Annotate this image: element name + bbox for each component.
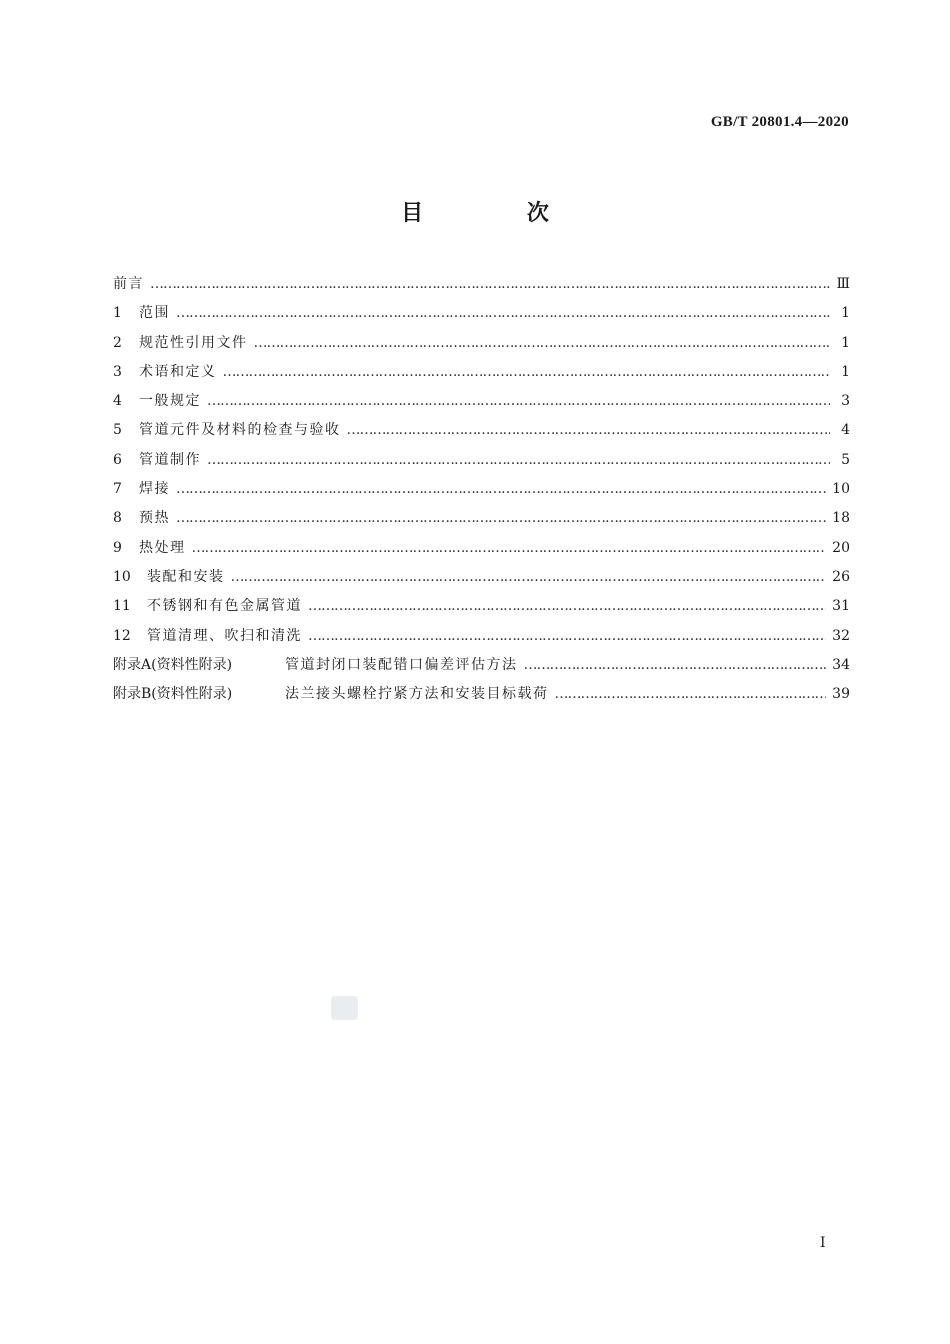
toc-entry-number: 附录B(资料性附录): [113, 686, 233, 703]
toc-entry-page: 39: [832, 686, 850, 703]
toc-entry-page: Ⅲ: [836, 276, 850, 292]
toc-leader-dots: [254, 329, 831, 358]
toc-entry-number: 10: [113, 568, 131, 585]
toc-entry-label: 规范性引用文件: [139, 334, 248, 351]
toc-entry-6[interactable]: [113, 446, 850, 475]
toc-leader-dots: [308, 592, 826, 621]
toc-entry-2[interactable]: [113, 329, 850, 358]
toc-entry-number: 4: [113, 393, 122, 410]
toc-leader-dots: [176, 299, 830, 328]
toc-entry-number: 7: [113, 481, 122, 498]
toc-entry-page: 32: [832, 627, 850, 644]
toc-entry-page: 4: [841, 422, 850, 439]
toc-entry-4[interactable]: [113, 387, 850, 416]
toc-leader-dots: [192, 534, 827, 563]
page-title: 目 次: [401, 201, 597, 226]
toc-leader-dots: [207, 387, 830, 416]
toc-entry-3[interactable]: [113, 358, 850, 387]
toc-entry-appendix-b[interactable]: [113, 680, 850, 709]
toc-entry-number: 3: [113, 363, 122, 380]
toc-leader-dots: [176, 504, 826, 533]
toc-leader-dots: [308, 622, 826, 651]
toc-entry-10[interactable]: [113, 563, 850, 592]
toc-entry-label: 管道制作: [139, 451, 201, 468]
toc-entry-9[interactable]: [113, 534, 850, 563]
toc-entry-number: 1: [113, 305, 122, 322]
toc-entry-number: 11: [113, 598, 131, 615]
toc-entry-number: 8: [113, 510, 122, 527]
toc-entry-page: 31: [832, 598, 850, 615]
toc-leader-dots: [176, 475, 826, 504]
toc-leader-dots: [347, 416, 831, 445]
toc-entry-5[interactable]: [113, 416, 850, 445]
toc-leader-dots: [524, 651, 827, 680]
toc-entry-page: 10: [832, 481, 850, 498]
toc-entry-8[interactable]: [113, 504, 850, 533]
toc-entry-page: 18: [832, 510, 850, 527]
toc-entry-number: 2: [113, 334, 122, 351]
toc-entry-label: 不锈钢和有色金属管道: [147, 598, 302, 615]
toc-entry-1[interactable]: [113, 299, 850, 328]
toc-entry-number: 5: [113, 422, 122, 439]
toc-entry-page: 26: [832, 568, 850, 585]
toc-entry-page: 20: [832, 539, 850, 556]
toc-leader-dots: [555, 680, 827, 709]
toc-entry-number: 12: [113, 627, 131, 644]
toc-entry-page: 1: [841, 363, 850, 380]
toc-entry-label: 术语和定义: [139, 363, 217, 380]
toc-entry-appendix-a[interactable]: [113, 651, 850, 680]
toc-leader-dots: [150, 270, 830, 299]
toc-leader-dots: [231, 563, 827, 592]
table-of-contents: [113, 270, 850, 709]
toc-entry-page: 34: [832, 656, 850, 673]
toc-entry-label: 范围: [139, 305, 170, 322]
toc-entry-page: 1: [841, 305, 850, 322]
toc-entry-label: 管道封闭口装配错口偏差评估方法: [285, 656, 518, 673]
toc-entry-label: 装配和安装: [147, 568, 225, 585]
toc-entry-page: 3: [841, 393, 850, 410]
toc-entry-foreword[interactable]: [113, 270, 850, 299]
toc-entry-label: 预热: [139, 510, 170, 527]
toc-entry-page: 1: [841, 334, 850, 351]
toc-entry-12[interactable]: [113, 622, 850, 651]
toc-entry-label: 焊接: [139, 481, 170, 498]
watermark-logo-icon: [331, 996, 358, 1020]
toc-entry-page: 5: [841, 451, 850, 468]
toc-entry-label: 法兰接头螺栓拧紧方法和安装目标载荷: [285, 686, 549, 703]
page-number: Ⅰ: [820, 1236, 826, 1251]
toc-entry-7[interactable]: [113, 475, 850, 504]
toc-entry-number: 9: [113, 539, 122, 556]
toc-entry-label: 管道元件及材料的检查与验收: [139, 422, 341, 439]
standard-code: GB/T 20801.4—2020: [710, 114, 849, 130]
toc-entry-label: 前言: [113, 276, 144, 292]
toc-entry-11[interactable]: [113, 592, 850, 621]
toc-entry-label: 管道清理、吹扫和清洗: [147, 627, 302, 644]
toc-entry-label: 热处理: [139, 539, 186, 556]
toc-leader-dots: [223, 358, 831, 387]
toc-entry-number: 附录A(资料性附录): [113, 656, 233, 673]
toc-entry-label: 一般规定: [139, 393, 201, 410]
toc-entry-number: 6: [113, 451, 122, 468]
toc-leader-dots: [207, 446, 830, 475]
